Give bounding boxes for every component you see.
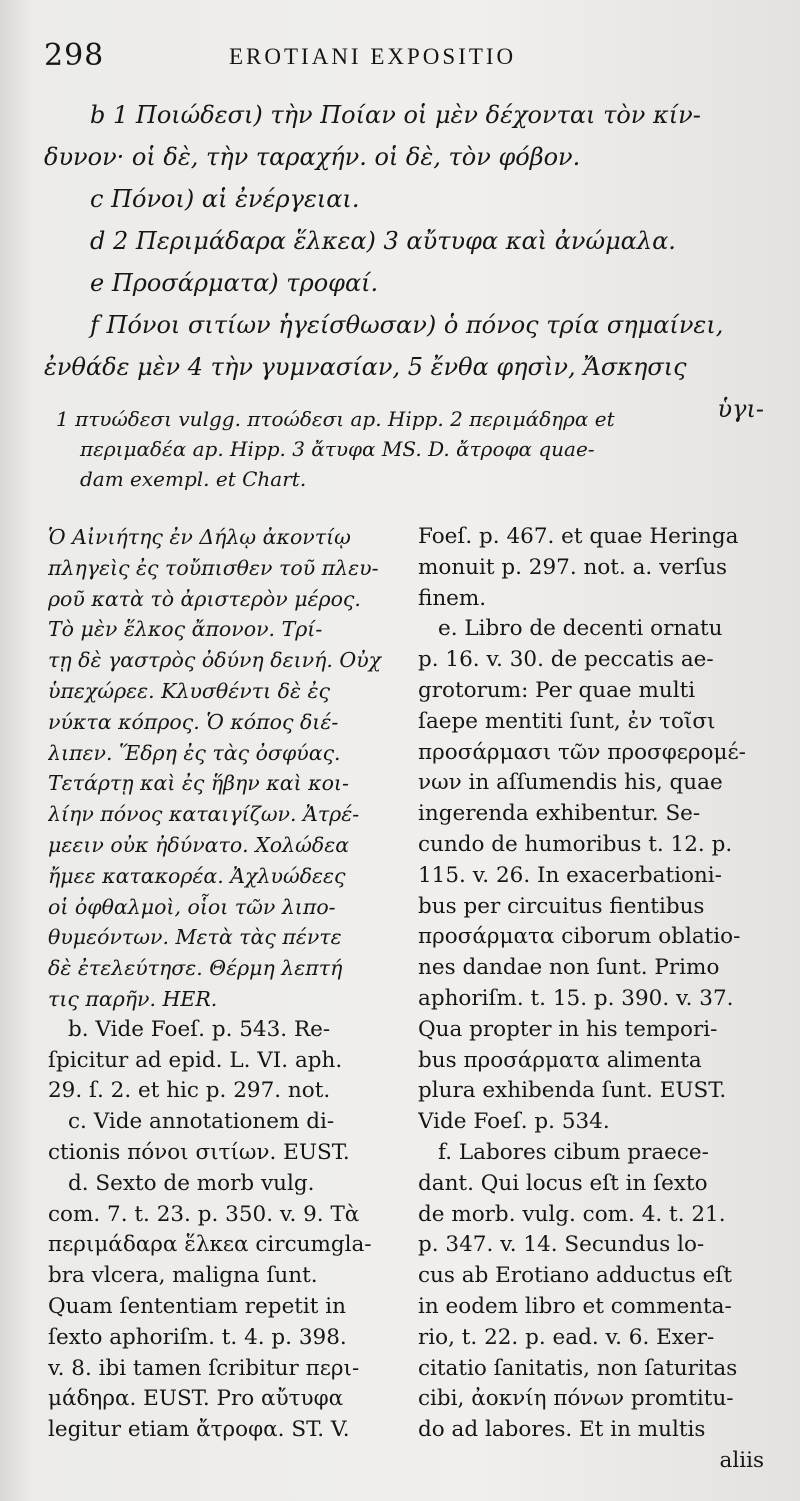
text-line: p. 347. v. 14. Secundus lo- [418,1232,705,1258]
text-line: Ὁ Αἰνιήτης ἐν Δήλῳ ἀκοντίῳ [48,525,351,549]
text-line: grotorum: Per quae multi [418,677,696,703]
text-line: nes dandae non ſunt. Primo [418,955,720,981]
text-line: b. Vide Foeſ. p. 543. Re- [68,1016,331,1042]
text-line: bus per circuitus fientibus [418,893,705,919]
text-line: προσάρμασι τῶν προσφερομέ- [418,739,746,765]
page-number: 298 [44,38,105,73]
text-line: προσάρματα ciborum oblatio- [418,924,741,950]
text-line: ctionis πόνοι σιτίων. EUST. [48,1139,350,1165]
text-line: bus προσάρματα alimenta [418,1047,702,1073]
text-line: in eodem libro et commenta- [418,1293,732,1319]
gloss-line: c Πόνοι) αἱ ἐνέργειαι. [90,185,360,213]
text-line: cibi, ἀοκνίη πόνων promtitu- [418,1386,734,1412]
text-line: f. Labores cibum praece- [438,1139,709,1165]
text-line: ροῦ κατὰ τὸ ἀριστερὸν μέρος. [48,586,361,611]
text-line: dant. Qui locus eſt in ſexto [418,1170,708,1196]
footnote-line: περιμαδέα ap. Hipp. 3 ἄτυφα MS. D. ἄτροφα quae- [80,437,595,461]
text-line: ſpicitur ad epid. L. VI. aph. [48,1047,343,1073]
text-line: ingerenda exhibentur. Se- [418,801,701,827]
text-line: d. Sexto de morb vulg. [68,1170,315,1196]
text-line: λιπεν. Ἕδρη ἐς τὰς ὀσφύας. [48,740,341,765]
text-line: aphoriſm. t. 15. p. 390. v. 37. [418,985,734,1011]
text-line: τῃ δὲ γαστρὸς ὀδύνη δεινή. Οὐχ [48,648,382,673]
text-line: Qua propter in his tempori- [418,1016,718,1042]
text-line: Quam ſententiam repetit in [48,1293,347,1319]
text-line: Vide Foeſ. p. 534. [418,1109,610,1135]
right-column [418,522,764,1477]
footnotes [56,404,764,494]
text-line: cus ab Erotiano adductus eſt [418,1263,732,1289]
text-line: λίην πόνος καταιγίζων. Ἀτρέ- [48,802,360,827]
gloss-line: ὑγι- [717,395,764,423]
text-line: μεειν οὐκ ἠδύνατο. Χολώδεα [48,832,350,857]
text-line: δὲ ἐτελεύτησε. Θέρμη λεπτή [48,956,343,981]
footnote-line: dam exempl. et Chart. [80,467,307,491]
text-line: ὑπεχώρεε. Κλυσθέντι δὲ ἐς [48,678,330,703]
text-line: e. Libro de decenti ornatu [438,616,723,642]
gloss-line: f Πόνοι σιτίων ἡγείσθωσαν) ὁ πόνος τρία σημαίνει, [90,311,724,339]
text-line: com. 7. t. 23. p. 350. v. 9. Τὰ [48,1201,360,1227]
text-line: finem. [418,585,487,611]
text-line: p. 16. v. 30. de peccatis ae- [418,647,714,673]
text-line: legitur etiam ἄτροφα. ST. V. [48,1417,350,1443]
text-line: νων in aſſumendis his, quae [418,770,723,796]
gloss-block [44,94,764,430]
text-line: de morb. vulg. com. 4. t. 21. [418,1201,726,1227]
left-column [48,522,388,1446]
gloss-line: b 1 Ποιώδεσι) τὴν Ποίαν οἱ μὲν δέχονται τὸν κίν- [90,101,701,129]
text-line: Foeſ. p. 467. et quae Heringa [418,524,739,549]
text-line: aliis [719,1447,764,1473]
text-line: τις παρῆν. HER. [48,986,218,1011]
text-line: do ad labores. Et in multis [418,1417,706,1443]
gloss-line: e Προσάρματα) τροφαί. [90,269,379,297]
running-head: EROTIANI EXPOSITIO [229,44,517,69]
text-line: bra vlcera, maligna ſunt. [48,1263,318,1289]
text-line: θυμεόντων. Μετὰ τὰς πέντε [48,925,342,950]
text-line: περιμάδαρα ἕλκεα circumgla- [48,1232,372,1258]
text-line: Τὸ μὲν ἕλκος ἄπονον. Τρί- [48,617,323,642]
text-line: cundo de humoribus t. 12. p. [418,831,733,857]
text-line: ſaepe mentiti ſunt, ἐν τοῖσι [418,708,716,734]
text-line: πληγεὶς ἐς τοὔπισθεν τοῦ πλευ- [48,555,379,580]
text-line: 29. ſ. 2. et hic p. 297. not. [48,1078,331,1104]
text-line: c. Vide annotationem di- [68,1109,335,1135]
text-line: νύκτα κόπρος. Ὁ κόπος διέ- [48,709,339,734]
text-line: monuit p. 297. not. a. verſus [418,554,728,580]
text-line: 115. v. 26. In exacerbationi- [418,862,722,888]
page-header [44,38,756,82]
text-line: plura exhibenda ſunt. EUST. [418,1078,727,1104]
gloss-line: d 2 Περιμάδαρα ἕλκεα) 3 αὔτυφα καὶ ἀνώμαλα. [90,227,676,255]
gloss-line: ἐνθάδε μὲν 4 τὴν γυμνασίαν, 5 ἔνθα φησὶν, Ἄσκησις [44,353,687,381]
text-line: μάδηρα. EUST. Pro αὔτυφα [48,1386,344,1412]
text-line: ἤμεε κατακορέα. Ἀχλυώδεες [48,863,346,888]
text-line: citatio ſanitatis, non ſaturitas [418,1355,738,1381]
text-line: ſexto aphoriſm. t. 4. p. 398. [48,1324,347,1350]
gloss-line: δυνον· οἱ δὲ, τὴν ταραχήν. οἱ δὲ, τὸν φόβον. [44,143,581,171]
text-line: rio, t. 22. p. ead. v. 6. Exer- [418,1324,715,1350]
footnote-line: 1 πτυώδεσι vulgg. πτοώδεσι ap. Hipp. 2 περιμάδηρα et [56,407,615,431]
text-line: οἱ ὀφθαλμοὶ, οἷοι τῶν λιπο- [48,894,336,919]
text-line: Τετάρτῃ καὶ ἐς ἥβην καὶ κοι- [48,771,349,796]
text-line: v. 8. ibi tamen ſcribitur περι- [48,1355,360,1381]
